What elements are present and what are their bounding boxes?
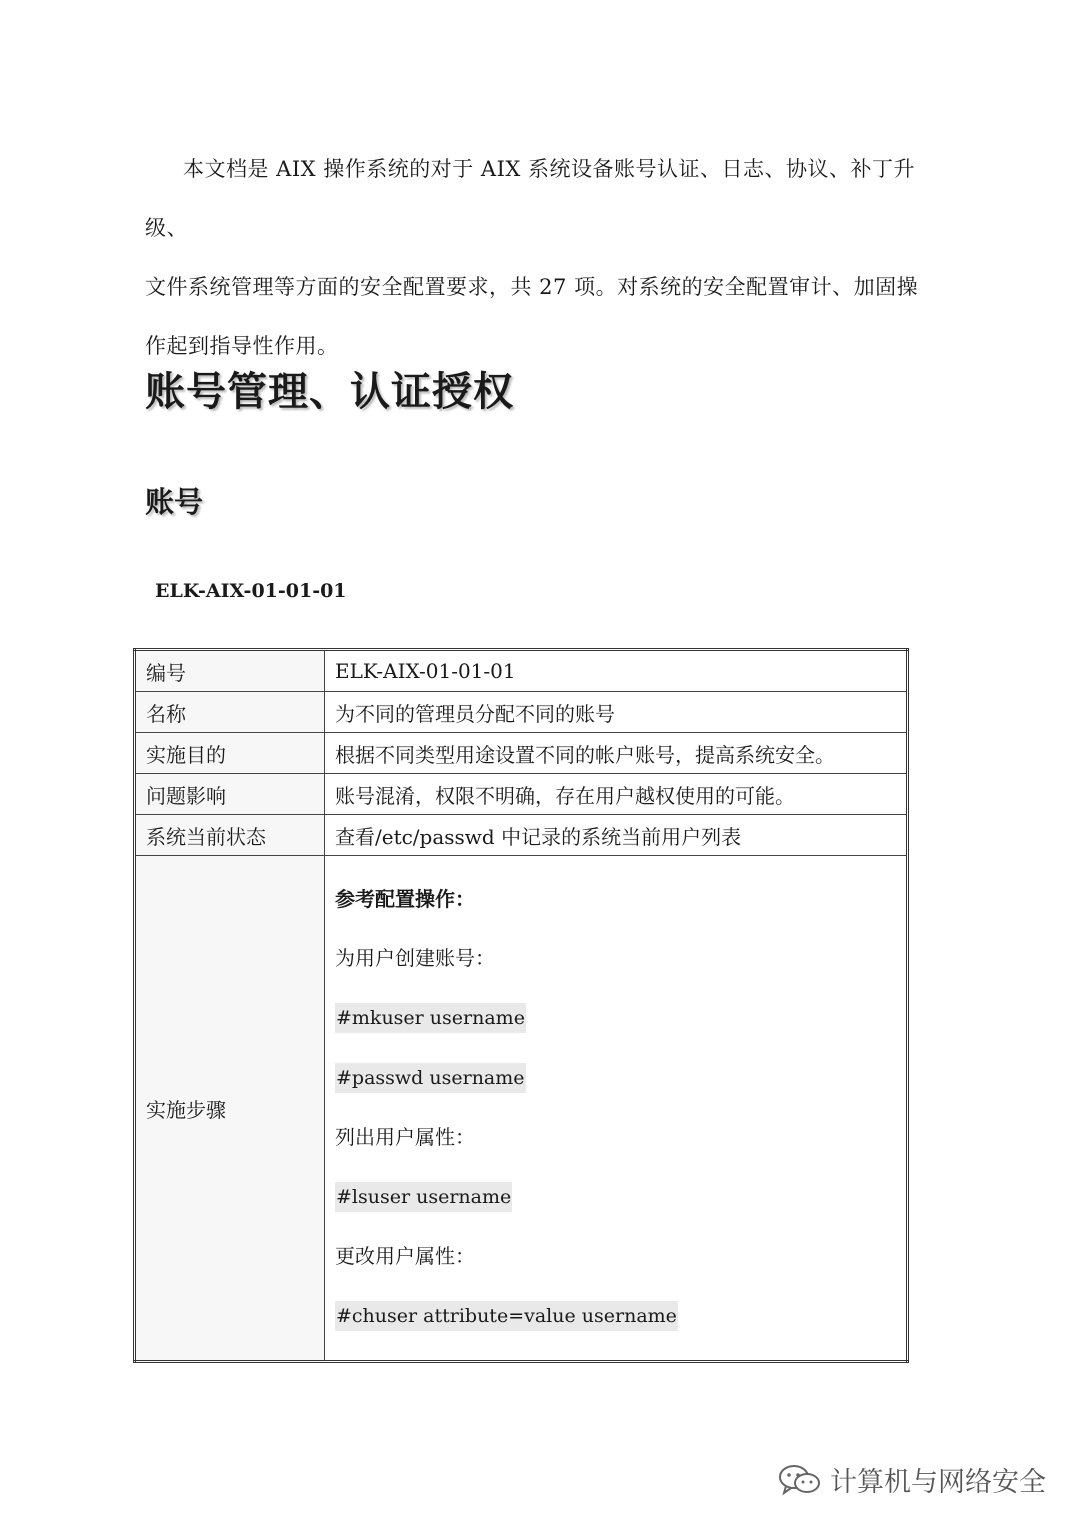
steps-content — [325, 856, 908, 1362]
row-label: 系统当前状态 — [135, 815, 325, 856]
watermark — [778, 1460, 1046, 1499]
table-row — [135, 815, 908, 856]
wechat-icon — [778, 1462, 822, 1498]
steps-list-text: 列出用户属性： — [335, 1125, 475, 1149]
code-passwd: #passwd username — [335, 1063, 526, 1093]
intro-paragraph — [145, 140, 945, 376]
intro-line-1: 本文档是 AIX 操作系统的对于 AIX 系统设备账号认证、日志、协议、补丁升级、 — [145, 157, 916, 240]
row-label: 问题影响 — [135, 774, 325, 815]
section-heading: 账号管理、认证授权 — [145, 369, 514, 415]
steps-heading: 参考配置操作： — [335, 887, 475, 911]
subsection-heading: 账号 — [145, 485, 204, 519]
table-row — [135, 733, 908, 774]
table-row — [135, 774, 908, 815]
code-mkuser: #mkuser username — [335, 1003, 526, 1033]
intro-line-3: 作起到指导性作用。 — [145, 334, 339, 358]
watermark-text: 计算机与网络安全 — [830, 1467, 1046, 1498]
row-label: 实施目的 — [135, 733, 325, 774]
spec-table — [133, 648, 909, 1363]
row-label-steps: 实施步骤 — [135, 856, 325, 1362]
table-row — [135, 650, 908, 692]
table-row-steps — [135, 856, 908, 1362]
row-value: 账号混淆，权限不明确，存在用户越权使用的可能。 — [325, 774, 908, 815]
code-chuser: #chuser attribute=value username — [335, 1301, 678, 1331]
row-value: 查看/etc/passwd 中记录的系统当前用户列表 — [325, 815, 908, 856]
row-value: ELK-AIX-01-01-01 — [325, 650, 908, 692]
steps-create-text: 为用户创建账号： — [335, 946, 495, 970]
steps-change-text: 更改用户属性： — [335, 1244, 475, 1268]
table-row — [135, 692, 908, 733]
item-heading: ELK-AIX-01-01-01 — [155, 580, 347, 602]
row-label: 名称 — [135, 692, 325, 733]
row-value: 为不同的管理员分配不同的账号 — [325, 692, 908, 733]
row-value: 根据不同类型用途设置不同的帐户账号，提高系统安全。 — [325, 733, 908, 774]
intro-line-2: 文件系统管理等方面的安全配置要求，共 27 项。对系统的安全配置审计、加固操 — [145, 275, 919, 299]
code-lsuser: #lsuser username — [335, 1182, 512, 1212]
row-label: 编号 — [135, 650, 325, 692]
